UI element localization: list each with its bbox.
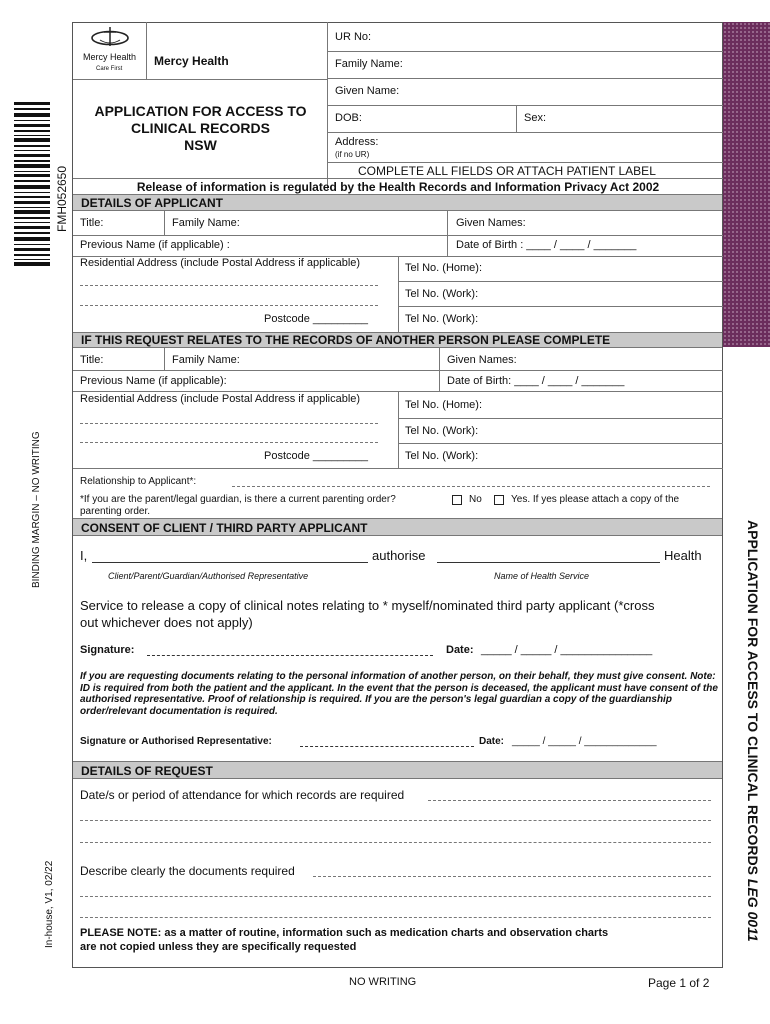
other-dob-field[interactable]: Date of Birth: ____ / ____ / _______ bbox=[447, 375, 625, 387]
family-name-field[interactable]: Family Name: bbox=[335, 58, 403, 70]
signature-date-label: Date: bbox=[446, 644, 474, 656]
client-caption: Client/Parent/Guardian/Authorised Representative bbox=[108, 571, 309, 581]
describe-documents-label: Describe clearly the documents required bbox=[80, 864, 295, 878]
section-consent-heading: CONSENT OF CLIENT / THIRD PARTY APPLICANT bbox=[73, 518, 722, 536]
divider bbox=[439, 348, 440, 391]
applicant-family-name-field[interactable]: Family Name: bbox=[172, 217, 240, 229]
consent-health-label: Health bbox=[664, 548, 702, 563]
form-title-line3: NSW bbox=[184, 137, 217, 153]
parenting-order-no-checkbox[interactable] bbox=[452, 495, 462, 505]
other-previous-name-field[interactable]: Previous Name (if applicable): bbox=[80, 375, 227, 387]
other-tel-home-field[interactable]: Tel No. (Home): bbox=[405, 399, 483, 411]
side-code: LEG 0011 bbox=[745, 878, 761, 942]
divider bbox=[73, 468, 723, 469]
divider bbox=[447, 211, 448, 256]
given-name-field[interactable]: Given Name: bbox=[335, 85, 400, 97]
mercy-health-logo bbox=[88, 26, 132, 50]
address-line[interactable] bbox=[80, 442, 378, 443]
divider bbox=[516, 105, 517, 132]
binding-margin-label: BINDING MARGIN – NO WRITING bbox=[31, 431, 42, 588]
service-release-line2: out whichever does not apply) bbox=[80, 615, 253, 630]
signature-label: Signature: bbox=[80, 644, 135, 656]
section-request-heading: DETAILS OF REQUEST bbox=[73, 761, 722, 779]
dates-period-line-2[interactable] bbox=[80, 820, 711, 821]
consent-authorise-label: authorise bbox=[372, 548, 426, 563]
divider bbox=[398, 418, 723, 419]
address-note: (if no UR) bbox=[335, 150, 370, 159]
other-residential-label: Residential Address (include Postal Address if applicable) bbox=[80, 393, 361, 405]
divider bbox=[327, 132, 723, 133]
other-title-field[interactable]: Title: bbox=[80, 354, 104, 366]
divider bbox=[327, 51, 723, 52]
divider bbox=[398, 391, 399, 468]
other-tel-work-field-2[interactable]: Tel No. (Work): bbox=[405, 450, 479, 462]
applicant-previous-name-field[interactable]: Previous Name (if applicable) : bbox=[80, 239, 230, 251]
describe-documents-line-2[interactable] bbox=[80, 896, 711, 897]
org-name: Mercy Health bbox=[154, 54, 229, 68]
section-applicant-heading: DETAILS OF APPLICANT bbox=[73, 194, 722, 211]
applicant-title-field[interactable]: Title: bbox=[80, 217, 104, 229]
parenting-order-yes-checkbox[interactable] bbox=[494, 495, 504, 505]
divider bbox=[146, 22, 147, 79]
divider bbox=[73, 79, 327, 80]
parenting-question: *If you are the parent/legal guardian, is there a current parenting order? bbox=[80, 494, 396, 505]
barcode-code: FMH052650 bbox=[55, 165, 69, 232]
applicant-tel-work-field[interactable]: Tel No. (Work): bbox=[405, 288, 479, 300]
divider bbox=[398, 443, 723, 444]
consent-i-label: I, bbox=[80, 548, 88, 563]
applicant-residential-label: Residential Address (include Postal Address if applicable) bbox=[80, 257, 361, 269]
form-title-line2: CLINICAL RECORDS bbox=[131, 120, 270, 136]
please-note-line1: PLEASE NOTE: as a matter of routine, information such as medication charts and observation charts bbox=[80, 927, 609, 939]
parenting-order-cont: parenting order. bbox=[80, 506, 151, 517]
divider bbox=[398, 281, 723, 282]
divider bbox=[164, 348, 165, 370]
logo-text: Mercy Health bbox=[83, 52, 137, 62]
other-tel-work-field[interactable]: Tel No. (Work): bbox=[405, 425, 479, 437]
describe-documents-line-3[interactable] bbox=[80, 917, 711, 918]
release-notice: Release of information is regulated by the Health Records and Information Privacy Act 2002 bbox=[136, 180, 660, 194]
address-field[interactable]: Address: bbox=[335, 136, 379, 148]
divider bbox=[327, 105, 723, 106]
logo-tagline: Care First bbox=[96, 66, 123, 72]
complete-all-fields: COMPLETE ALL FIELDS OR ATTACH PATIENT LABEL bbox=[358, 164, 656, 178]
ur-no-field[interactable]: UR No: bbox=[335, 31, 372, 43]
consent-name-line[interactable] bbox=[92, 562, 368, 563]
dates-period-line-3[interactable] bbox=[80, 842, 711, 843]
divider bbox=[73, 235, 723, 236]
service-caption: Name of Health Service bbox=[494, 571, 590, 581]
divider bbox=[398, 256, 399, 332]
health-service-line[interactable] bbox=[437, 562, 660, 563]
applicant-tel-home-field[interactable]: Tel No. (Home): bbox=[405, 262, 483, 274]
divider bbox=[73, 370, 723, 371]
other-family-name-field[interactable]: Family Name: bbox=[172, 354, 240, 366]
barcode bbox=[14, 102, 50, 266]
version-label: In-house, V1, 02/22 bbox=[44, 860, 55, 948]
dates-period-line[interactable] bbox=[428, 800, 711, 801]
parenting-yes-label: Yes. If yes please attach a copy of the bbox=[511, 494, 680, 505]
address-line[interactable] bbox=[80, 423, 378, 424]
other-given-names-field[interactable]: Given Names: bbox=[447, 354, 517, 366]
dob-field[interactable]: DOB: bbox=[335, 112, 362, 124]
page-number: Page 1 of 2 bbox=[648, 976, 710, 990]
divider bbox=[73, 178, 723, 179]
applicant-postcode-field[interactable]: Postcode _________ bbox=[264, 313, 368, 325]
sig-rep-date-label: Date: bbox=[479, 736, 505, 747]
footer-no-writing: NO WRITING bbox=[349, 976, 417, 988]
sig-rep-line[interactable] bbox=[300, 746, 474, 747]
divider bbox=[327, 78, 723, 79]
signature-date-field[interactable]: _____ / _____ / _______________ bbox=[481, 644, 653, 656]
address-line[interactable] bbox=[80, 285, 378, 286]
please-note-line2: are not copied unless they are specifically requested bbox=[80, 941, 357, 953]
side-title: APPLICATION FOR ACCESS TO CLINICAL RECORDS LEG 0011 bbox=[745, 520, 761, 942]
relationship-line[interactable] bbox=[232, 486, 710, 487]
sig-rep-label: Signature or Authorised Representative: bbox=[80, 736, 272, 747]
describe-documents-line[interactable] bbox=[313, 876, 711, 877]
divider bbox=[398, 306, 723, 307]
sex-field[interactable]: Sex: bbox=[524, 112, 547, 124]
applicant-dob-field[interactable]: Date of Birth : ____ / ____ / _______ bbox=[456, 239, 637, 251]
form-title-line1: APPLICATION FOR ACCESS TO bbox=[94, 103, 307, 119]
divider bbox=[327, 162, 723, 163]
purple-margin-strip bbox=[723, 22, 770, 347]
applicant-tel-work-field-2[interactable]: Tel No. (Work): bbox=[405, 313, 479, 325]
section-other-person-heading: IF THIS REQUEST RELATES TO THE RECORDS OF ANOTHER PERSON PLEASE COMPLETE bbox=[73, 332, 722, 348]
address-line[interactable] bbox=[80, 305, 378, 306]
sig-rep-date-field[interactable]: _____ / _____ / _____________ bbox=[512, 736, 657, 747]
signature-line[interactable] bbox=[147, 655, 433, 656]
relationship-label: Relationship to Applicant*: bbox=[80, 476, 197, 487]
divider bbox=[164, 211, 165, 235]
applicant-given-names-field[interactable]: Given Names: bbox=[456, 217, 526, 229]
dates-period-label: Date/s or period of attendance for which records are required bbox=[80, 788, 405, 802]
parenting-no-label: No bbox=[469, 494, 482, 505]
other-postcode-field[interactable]: Postcode _________ bbox=[264, 450, 368, 462]
consent-italic-note: If you are requesting documents relating to the personal information of another person, on their behalf, they must give consent. Note: ID is required from both the patient and the applicant. In the event that the person is deceased, the applicant must have consent of the authorised representative. Proof of relationship is required. If you are the person's legal guardian a copy of the guardianship order/relevant documentation is required. bbox=[80, 671, 718, 717]
service-release-line1: Service to release a copy of clinical notes relating to * myself/nominated third party applicant (*cross bbox=[80, 598, 655, 613]
